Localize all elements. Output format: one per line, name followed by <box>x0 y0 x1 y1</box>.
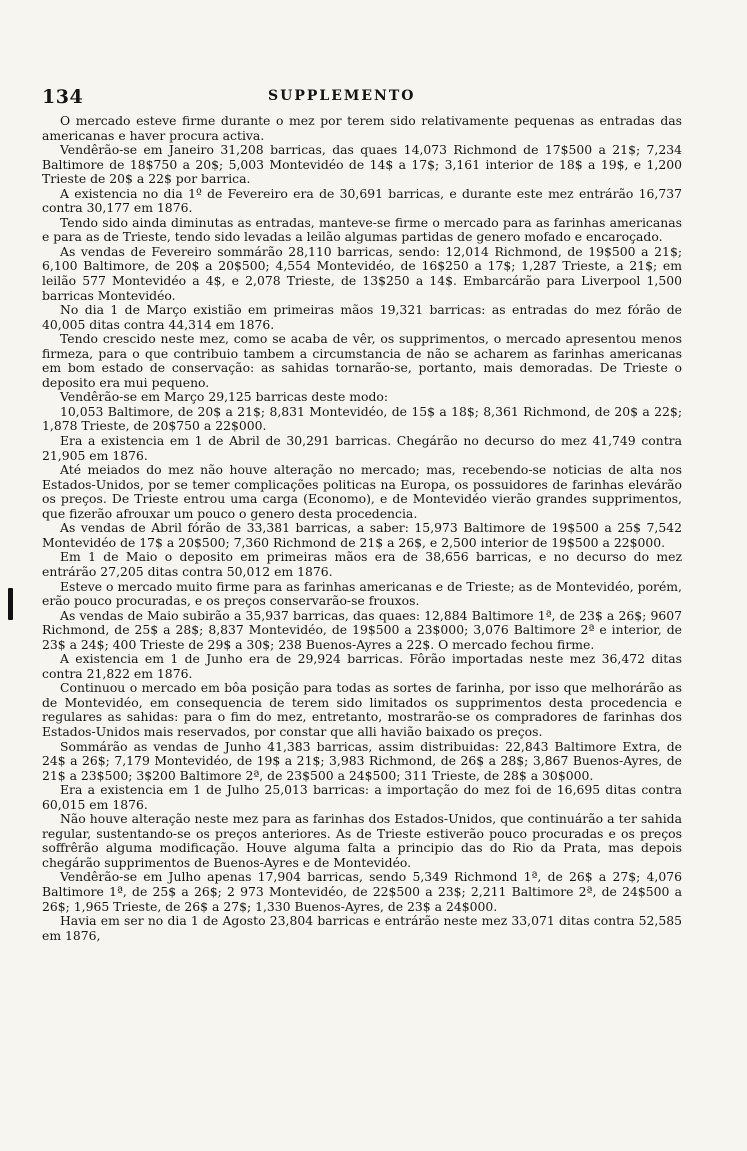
paragraph: As vendas de Fevereiro sommárão 28,110 barricas, sendo: 12,014 Richmond, de 19$500 a 21$; 6,100 Baltimore, de 20$ a 20$500; 4,554 Montevidéo, de 16$250 a 17$; 1,287 Trieste, a 21$; em leilão 577 Montevidéo a 4$, e 2,078 Trieste, de 13$250 a 14$. Embarcárão para Liverpool 1,500 barricas Montevidéo. <box>42 243 682 303</box>
paragraph: Tendo sido ainda diminutas as entradas, manteve-se firme o mercado para as farinhas americanas e para as de Trieste, tendo sido levadas a leilão algumas partidas de genero mofado e encaroçado. <box>42 214 682 245</box>
paragraph: Não houve alteração neste mez para as farinhas dos Estados-Unidos, que continuárão a ter sahida regular, sustentando-se os preços anteriores. As de Trieste estiverão pouco procuradas e os preços soffrêrão alguma modificação. Houve alguma falta a principio das do Rio da Prata, mas depois chegárão supprimentos de Buenos-Ayres e de Montevidéo. <box>42 811 682 870</box>
paragraph: Tendo crescido neste mez, como se acaba de vêr, os supprimentos, o mercado apresentou menos firmeza, para o que contribuio tambem a circumstancia de não se acharem as farinhas americanas em bom estado de conservação: as sahidas tornarão-se, portanto, mais demoradas. De Trieste o deposito era mui pequeno. <box>42 331 682 390</box>
paragraph: Vendêrão-se em Março 29,125 barricas deste modo: <box>60 389 389 405</box>
article-body <box>42 114 682 943</box>
paragraph: Vendêrão-se em Janeiro 31,208 barricas, das quaes 14,073 Richmond de 17$500 a 21$; 7,234 Baltimore de 18$750 a 20$; 5,003 Montevidéo de 14$ a 17$; 3,161 interior de 18$ a 19$, e 1,200 Trieste de 20$ a 22$ por barrica. <box>42 142 682 187</box>
paragraph: Em 1 de Maio o deposito em primeiras mãos era de 38,656 barricas, e no decurso do mez entrárão 27,205 ditas contra 50,012 em 1876. <box>42 549 682 579</box>
running-title: SUPPLEMENTO <box>268 88 416 104</box>
paragraph: A existencia no dia 1º de Fevereiro era de 30,691 barricas, e durante este mez entrárão 16,737 contra 30,177 em 1876. <box>42 185 682 216</box>
margin-ink-mark <box>8 588 13 620</box>
paragraph: Esteve o mercado muito firme para as farinhas americanas e de Trieste; as de Montevidéo, porém, erão pouco procuradas, e os preços conservarão-se frouxos. <box>42 578 682 609</box>
paragraph: Continuou o mercado em bôa posição para todas as sortes de farinha, por isso que melhorárão as de Montevidéo, em consequencia de terem sido limitados os supprimentos desta procedencia e regulares as sahidas: para o fim do mez, entretanto, mostrarão-se os compradores de farinhas dos Estados-Unidos mais reservados, por constar que alli havião baixado os preços. <box>42 680 682 739</box>
paragraph: Era a existencia em 1 de Julho 25,013 barricas: a importação do mez foi de 16,695 ditas contra 60,015 em 1876. <box>42 782 682 812</box>
paragraph: Até meiados do mez não houve alteração no mercado; mas, recebendo-se noticias de alta nos Estados-Unidos, por se temer complicações politicas na Europa, os possuidores de farinhas elevárão os preços. De Trieste entrou uma carga (Economo), e de Montevidéo vierão grandes supprimentos, que fizerão afrouxar um pouco o genero desta procedencia. <box>42 462 682 521</box>
page-number: 134 <box>42 86 84 108</box>
paragraph: As vendas de Abril fórão de 33,381 barricas, a saber: 15,973 Baltimore de 19$500 a 25$ 7,542 Montevidéo de 17$ a 20$500; 7,360 Richmond de 21$ a 26$, e 2,500 interior de 19$500 a 22$000. <box>42 520 682 550</box>
paragraph: Vendêrão-se em Julho apenas 17,904 barricas, sendo 5,349 Richmond 1ª, de 26$ a 27$; 4,076 Baltimore 1ª, de 25$ a 26$; 2 973 Montevidéo, de 22$500 a 23$; 2,211 Baltimore 2ª, de 24$500 a 26$; 1,965 Trieste, de 26$ a 27$; 1,330 Buenos-Ayres, de 23$ a 24$000. <box>42 869 682 914</box>
paragraph: As vendas de Maio subirão a 35,937 barricas, das quaes: 12,884 Baltimore 1ª, de 23$ a 26$; 9607 Richmond, de 25$ a 28$; 8,837 Montevidéo, de 19$500 a 23$000; 3,076 Baltimore 2ª e interior, de 23$ a 24$; 400 Trieste de 29$ a 30$; 238 Buenos-Ayres a 22$. O mercado fechou firme. <box>42 607 682 652</box>
paragraph: Sommárão as vendas de Junho 41,383 barricas, assim distribuidas: 22,843 Baltimore Extra, de 24$ a 26$; 7,179 Montevidéo, de 19$ a 21$; 3,983 Richmond, de 26$ a 28$; 3,867 Buenos-Ayres, de 21$ a 23$500; 3$200 Baltimore 2ª, de 23$500 a 24$500; 311 Trieste, de 28$ a 30$000. <box>42 738 682 783</box>
paragraph: Havia em ser no dia 1 de Agosto 23,804 barricas e entrárão neste mez 33,071 ditas contra 52,585 em 1876, <box>42 913 682 943</box>
paragraph: Era a existencia em 1 de Abril de 30,291 barricas. Chegárão no decurso do mez 41,749 contra 21,905 em 1876. <box>42 433 682 463</box>
paragraph: A existencia em 1 de Junho era de 29,924 barricas. Fôrão importadas neste mez 36,472 ditas contra 21,822 em 1876. <box>42 651 682 681</box>
paragraph: No dia 1 de Março existião em primeiras mãos 19,321 barricas: as entradas do mez fórão de 40,005 ditas contra 44,314 em 1876. <box>42 302 682 332</box>
paragraph: 10,053 Baltimore, de 20$ a 21$; 8,831 Montevidéo, de 15$ a 18$; 8,361 Richmond, de 20$ a 22$; 1,878 Trieste, de 20$750 a 22$000. <box>42 403 682 434</box>
paragraph: O mercado esteve firme durante o mez por terem sido relativamente pequenas as entradas das americanas e haver procura activa. <box>42 113 682 143</box>
